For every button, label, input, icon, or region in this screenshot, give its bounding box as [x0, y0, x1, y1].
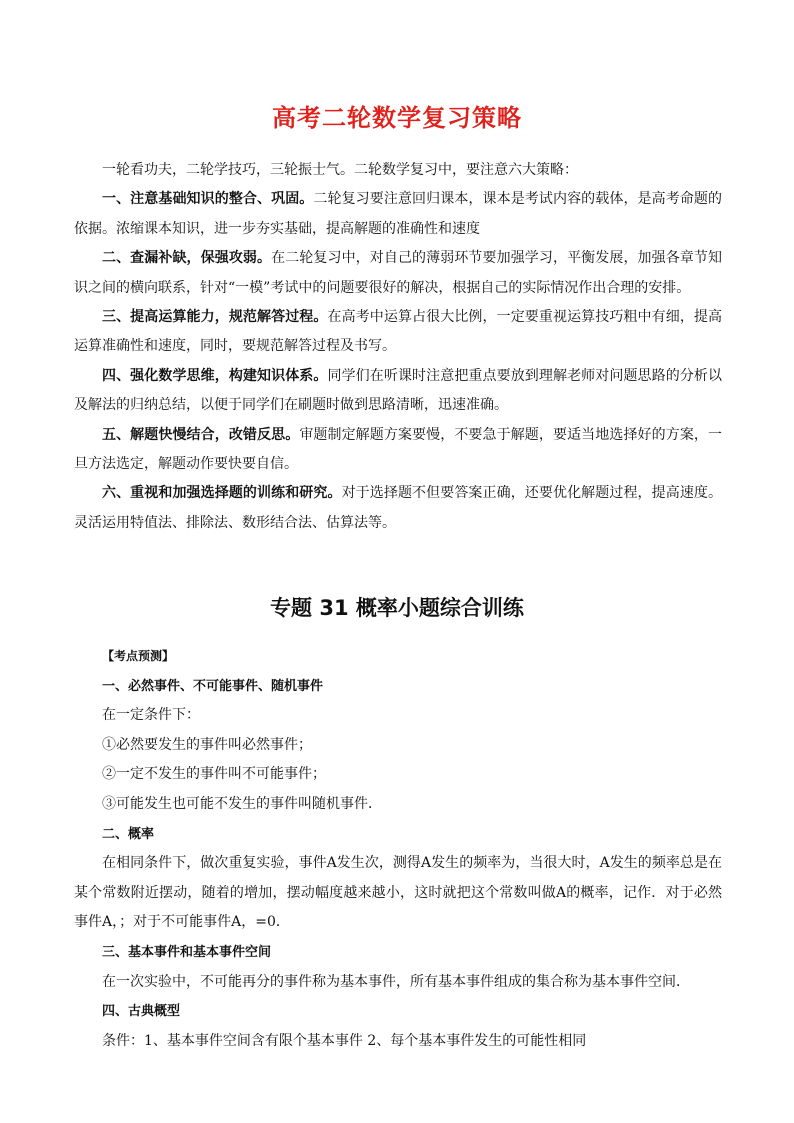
section-3-text: 在一次实验中，不可能再分的事件称为基本事件，所有基本事件组成的集合称为基本事件空间．: [102, 973, 690, 990]
section-1-line-4: ③可能发生也可能不发生的事件叫随机事件．: [102, 795, 382, 812]
strategy-item-1: [74, 185, 722, 244]
intro-lead: 一轮看功夫，二轮学技巧，三轮振士气。二轮数学复习中，要注意六大策略：: [102, 162, 578, 178]
section-4-heading: 四、古典概型: [102, 1004, 181, 1020]
section-2-text: 在相同条件下，做次重复实验，事件A发生次，测得A发生的频率为，当很大时，A发生的频率总是在某个常数附近摆动，随着的增加，摆动幅度越来越小，这时就把这个常数叫做A的概率，记作．对于必然事件A，；对于不可能事件A，=0．: [74, 855, 722, 931]
strategy-6-heading: 六、重视和加强选择题的训练和研究。: [102, 485, 342, 502]
section-1-line-3: ②一定不发生的事件叫不可能事件；: [102, 766, 326, 783]
strategy-item-5: [74, 421, 722, 480]
section-3-heading: 三、基本事件和基本事件空间: [102, 944, 272, 960]
strategy-item-4: [74, 362, 722, 421]
exam-points-heading: 【考点预测】: [102, 649, 175, 663]
strategy-5-text: 审题制定解题方案要慢，不要急于解题，要适当地选择好的方案，一旦方法选定，解题动作要快要自信。: [74, 426, 723, 473]
strategy-item-6: [74, 479, 722, 538]
main-title: 高考二轮数学复习策略: [272, 104, 522, 132]
section-2-heading: 二、概率: [102, 826, 155, 842]
strategy-item-3: [74, 303, 722, 362]
strategy-1-text: 二轮复习要注意回归课本，课本是考试内容的载体，是高考命题的依据。浓缩课本知识，进一步夯实基础，提高解题的准确性和速度: [74, 191, 723, 237]
strategy-2-heading: 二、查漏补缺，保强攻弱。: [102, 250, 272, 267]
strategy-4-text: 同学们在听课时注意把重点要放到理解老师对问题思路的分析以及解法的归纳总结，以便于同学们在刷题时做到思路清晰，迅速准确。: [74, 367, 723, 414]
section-4-text: 条件：1、基本事件空间含有限个基本事件 2、每个基本事件发生的可能性相同: [102, 1032, 587, 1049]
strategy-1-heading: 一、注意基础知识的整合、巩固。: [102, 191, 314, 208]
section-1-heading: 一、必然事件、不可能事件、随机事件: [102, 678, 324, 694]
strategy-5-heading: 五、解题快慢结合，改错反思。: [102, 426, 300, 443]
strategy-2-text: 在二轮复习中，对自己的薄弱环节要加强学习，平衡发展，加强各章节知识之间的横向联系，针对“一模”考试中的问题要很好的解决，根据自己的实际情况作出合理的安排。: [74, 250, 723, 296]
topic-title: 专题 31 概率小题综合训练: [270, 596, 524, 620]
section-1-line-1: 在一定条件下：: [102, 707, 200, 724]
strategy-3-heading: 三、提高运算能力，规范解答过程。: [102, 309, 328, 326]
topic-content: [74, 642, 722, 1056]
strategy-6-text: 对于选择题不但要答案正确，还要优化解题过程，提高速度。灵活运用特值法、排除法、数形结合法、估算法等。: [74, 485, 723, 531]
strategy-4-heading: 四、强化数学思维，构建知识体系。: [102, 367, 328, 384]
strategy-3-text: 在高考中运算占很大比例，一定要重视运算技巧粗中有细，提高运算准确性和速度，同时，要规范解答过程及书写。: [74, 309, 723, 355]
strategy-item-2: [74, 244, 722, 303]
intro-section: [74, 156, 722, 538]
section-1-line-2: ①必然要发生的事件叫必然事件；: [102, 736, 312, 753]
